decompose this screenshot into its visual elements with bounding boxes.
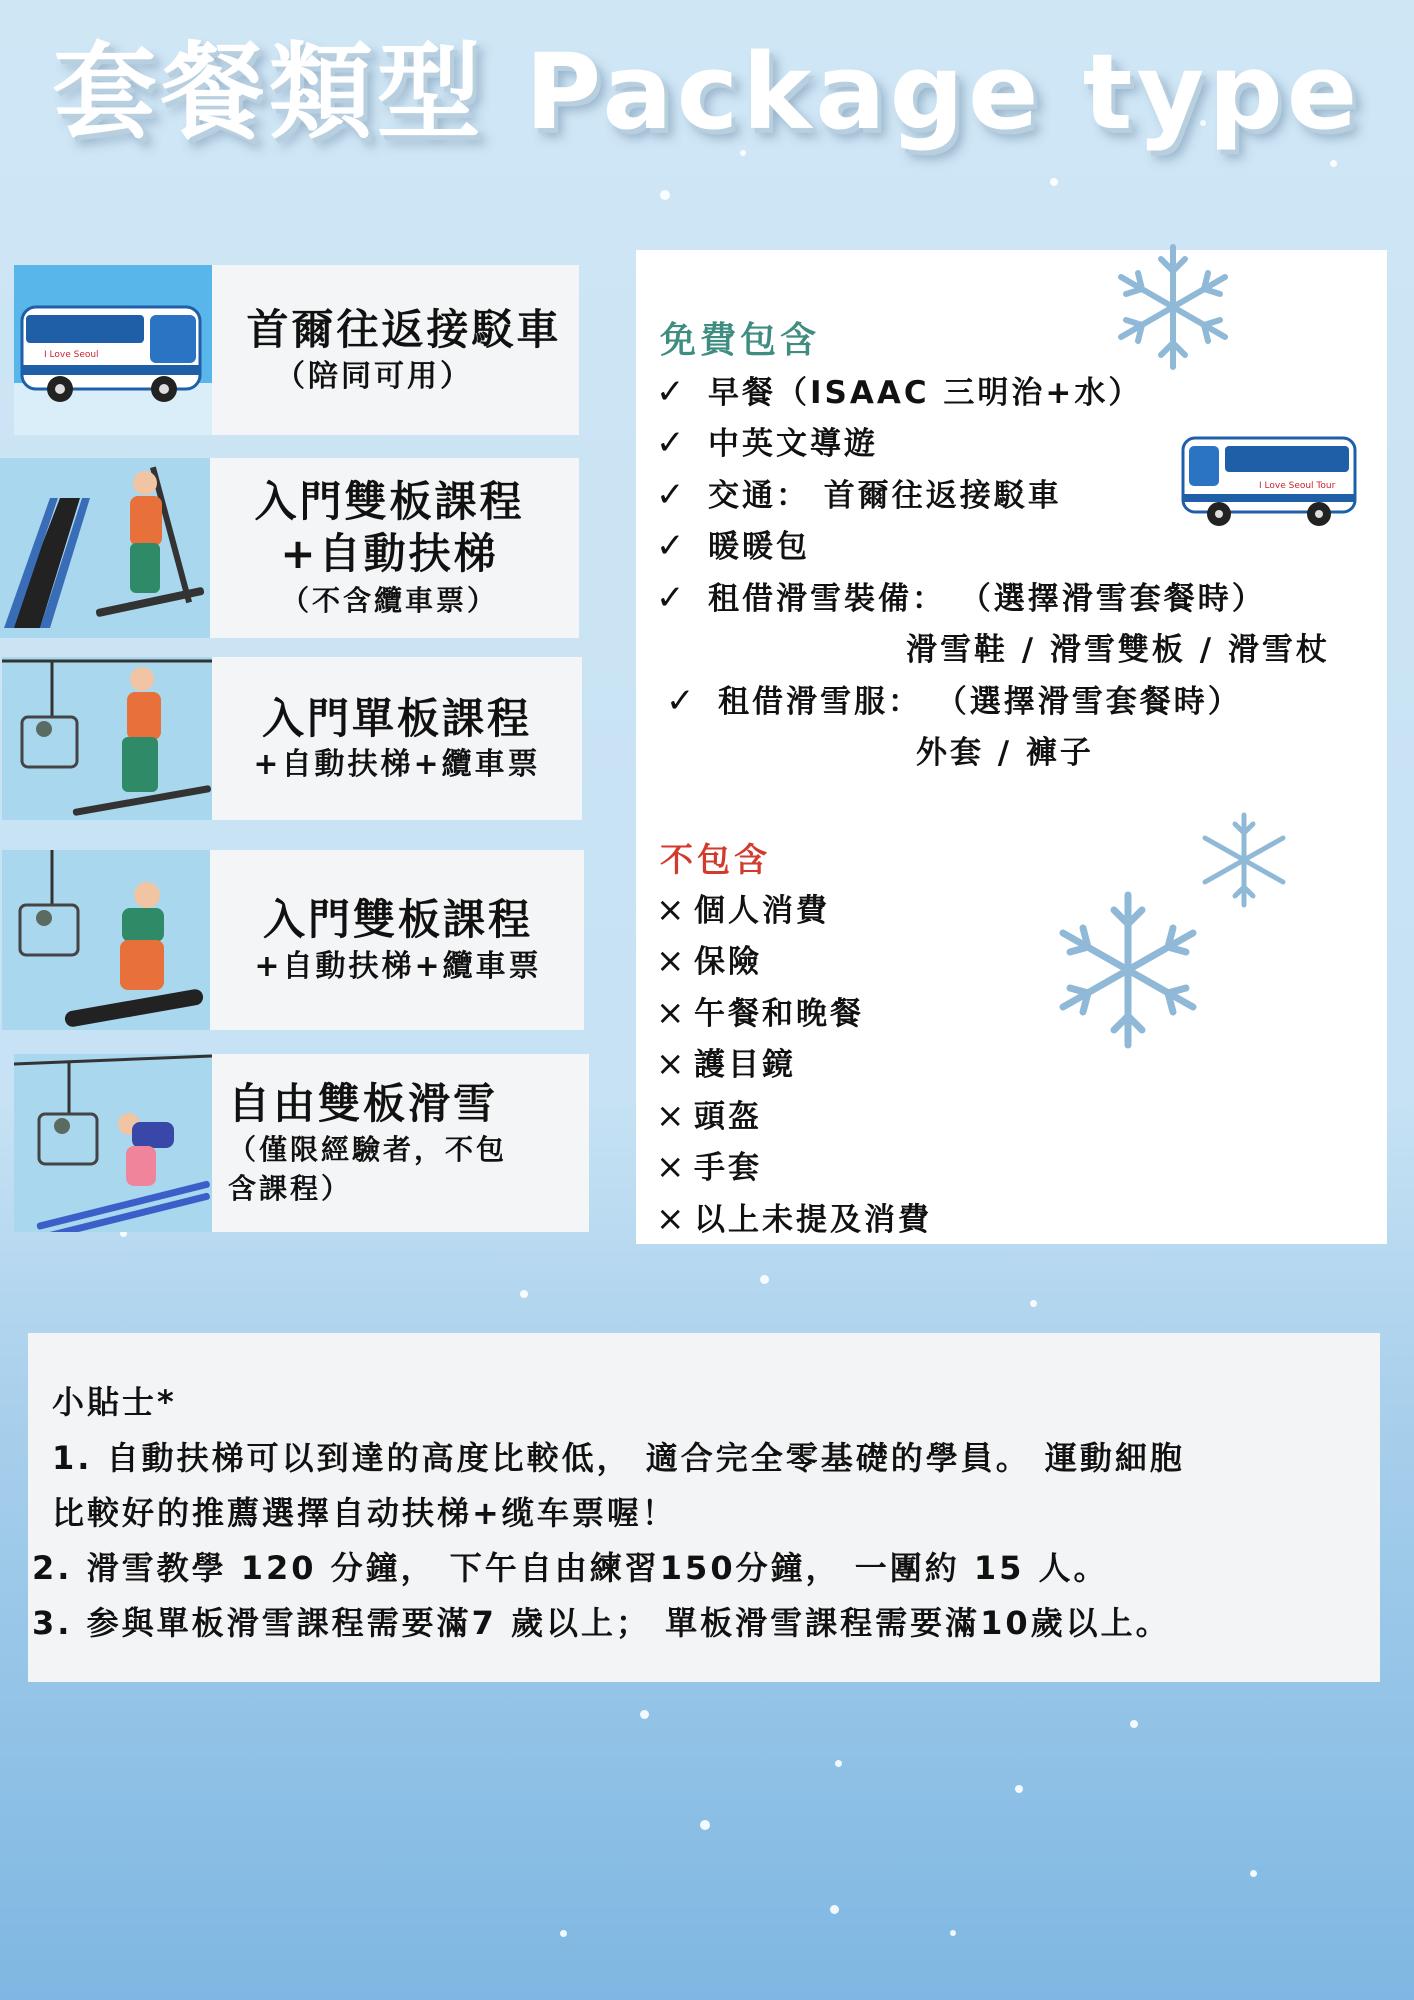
snow-dot [1330, 160, 1337, 167]
included-item: ✓ 交通： 首爾往返接駁車 [656, 475, 1062, 515]
included-item: ✓ 暖暖包 [656, 526, 810, 566]
package-text [212, 850, 584, 1030]
checkmark-icon: ✓ [656, 372, 688, 412]
excluded-item: × 手套 [656, 1147, 762, 1187]
package-subtitle: （陪同可用） [275, 358, 473, 394]
included-item: ✓ 租借滑雪裝備： （選擇滑雪套餐時） [656, 578, 1266, 618]
package-title: 自由雙板滑雪 [228, 1078, 499, 1128]
included-item: ✓ 早餐（ISAAC 三明治+水） [656, 372, 1143, 412]
skier-icon [0, 458, 210, 638]
cross-icon: × [656, 941, 688, 981]
excluded-item: × 午餐和晚餐 [656, 993, 864, 1033]
snow-dot [660, 190, 670, 200]
skier-escalator-illustration [0, 458, 210, 638]
cross-icon: × [656, 890, 688, 930]
tip-item: 3. 参與單板滑雪課程需要滿7 歲以上； 單板滑雪課程需要滿10歲以上。 [32, 1604, 1171, 1642]
included-item: ✓ 租借滑雪服： （選擇滑雪套餐時） [666, 681, 1242, 721]
package-card-ski-beginner-lift [2, 850, 584, 1030]
snow-dot [760, 1275, 769, 1284]
snow-dot [700, 1820, 710, 1830]
included-item: ✓ 中英文導遊 [656, 423, 878, 463]
package-subtitle: +自動扶梯+纜車票 [254, 948, 542, 984]
inclusions-panel [636, 250, 1387, 1244]
package-card-free-ski [14, 1054, 589, 1232]
package-text [229, 265, 579, 435]
package-title: 入門單板課程 [261, 693, 532, 743]
tips-heading: 小貼士* [52, 1383, 177, 1421]
bus-icon [1179, 430, 1359, 530]
snowboarder-illustration [2, 850, 210, 1030]
package-note-line2: 含課程） [228, 1172, 353, 1206]
package-title: 入門雙板課程 [254, 476, 525, 526]
checkmark-icon: ✓ [656, 475, 688, 515]
checkmark-icon: ✓ [656, 578, 688, 618]
bus-illustration [14, 265, 212, 435]
free-skier-icon [14, 1054, 212, 1232]
package-subtitle: +自動扶梯+纜車票 [253, 747, 541, 783]
snow-dot [520, 1290, 528, 1298]
excluded-item: × 個人消費 [656, 890, 830, 930]
snow-dot [1050, 178, 1058, 186]
bus-sign: I Love Seoul Tour [1259, 481, 1336, 491]
snow-dot [560, 1930, 567, 1937]
free-skier-illustration [14, 1054, 212, 1232]
checkmark-icon: ✓ [666, 681, 698, 721]
tip-item-continued: 比較好的推薦選擇自动扶梯+缆车票喔！ [52, 1494, 677, 1532]
checkmark-icon: ✓ [656, 526, 688, 566]
snow-dot [835, 1760, 842, 1767]
package-text [200, 458, 579, 638]
snow-dot [1030, 1300, 1037, 1307]
package-card-shuttle [14, 265, 579, 435]
excluded-item: × 以上未提及消費 [656, 1199, 932, 1239]
package-text [212, 657, 582, 820]
package-subtitle: （不含纜車票） [280, 583, 498, 617]
snowboarder-icon [2, 850, 210, 1030]
package-card-snowboard-beginner [2, 657, 582, 820]
cross-icon: × [656, 993, 688, 1033]
snowflake-icon [1048, 890, 1208, 1050]
package-text [228, 1054, 589, 1232]
snow-dot [1015, 1785, 1023, 1793]
package-card-ski-beginner-escalator [0, 458, 579, 638]
included-heading: 免費包含 [660, 320, 821, 361]
tip-item: 1. 自動扶梯可以到達的高度比較低， 適合完全零基礎的學員。 運動細胞 [52, 1439, 1185, 1477]
cross-icon: × [656, 1147, 688, 1187]
snow-dot [830, 1905, 839, 1914]
package-title: 首爾往返接駁車 [246, 305, 562, 355]
excluded-heading: 不包含 [660, 840, 771, 879]
snow-dot [1250, 1870, 1257, 1877]
package-title-line2: +自動扶梯 [280, 529, 499, 579]
snowflake-icon [1194, 810, 1294, 910]
svg-text:I Love Seoul: I Love Seoul [44, 350, 99, 360]
package-note: （僅限經驗者，不包 [228, 1133, 508, 1167]
cross-icon: × [656, 1096, 688, 1136]
checkmark-icon: ✓ [656, 423, 688, 463]
cross-icon: × [656, 1044, 688, 1084]
cross-icon: × [656, 1199, 688, 1239]
skier-lift-illustration [2, 657, 212, 820]
tips-panel [28, 1333, 1380, 1682]
equipment-detail: 滑雪鞋 / 滑雪雙板 / 滑雪杖 [906, 632, 1330, 668]
package-title: 入門雙板課程 [262, 895, 533, 945]
snowflake-icon [1108, 242, 1238, 372]
excluded-item: × 保險 [656, 941, 762, 981]
snow-dot [1130, 1720, 1138, 1728]
tip-item: 2. 滑雪教學 120 分鐘， 下午自由練習150分鐘， 一團約 15 人。 [32, 1549, 1109, 1587]
excluded-item: × 護目鏡 [656, 1044, 796, 1084]
snow-dot [950, 1930, 956, 1936]
excluded-item: × 頭盔 [656, 1096, 762, 1136]
clothing-detail: 外套 / 褲子 [916, 735, 1094, 771]
skier-lift-icon [2, 657, 212, 820]
snow-dot [640, 1710, 649, 1719]
page-title: 套餐類型 Package type [52, 31, 1362, 153]
bus-icon [14, 265, 212, 435]
